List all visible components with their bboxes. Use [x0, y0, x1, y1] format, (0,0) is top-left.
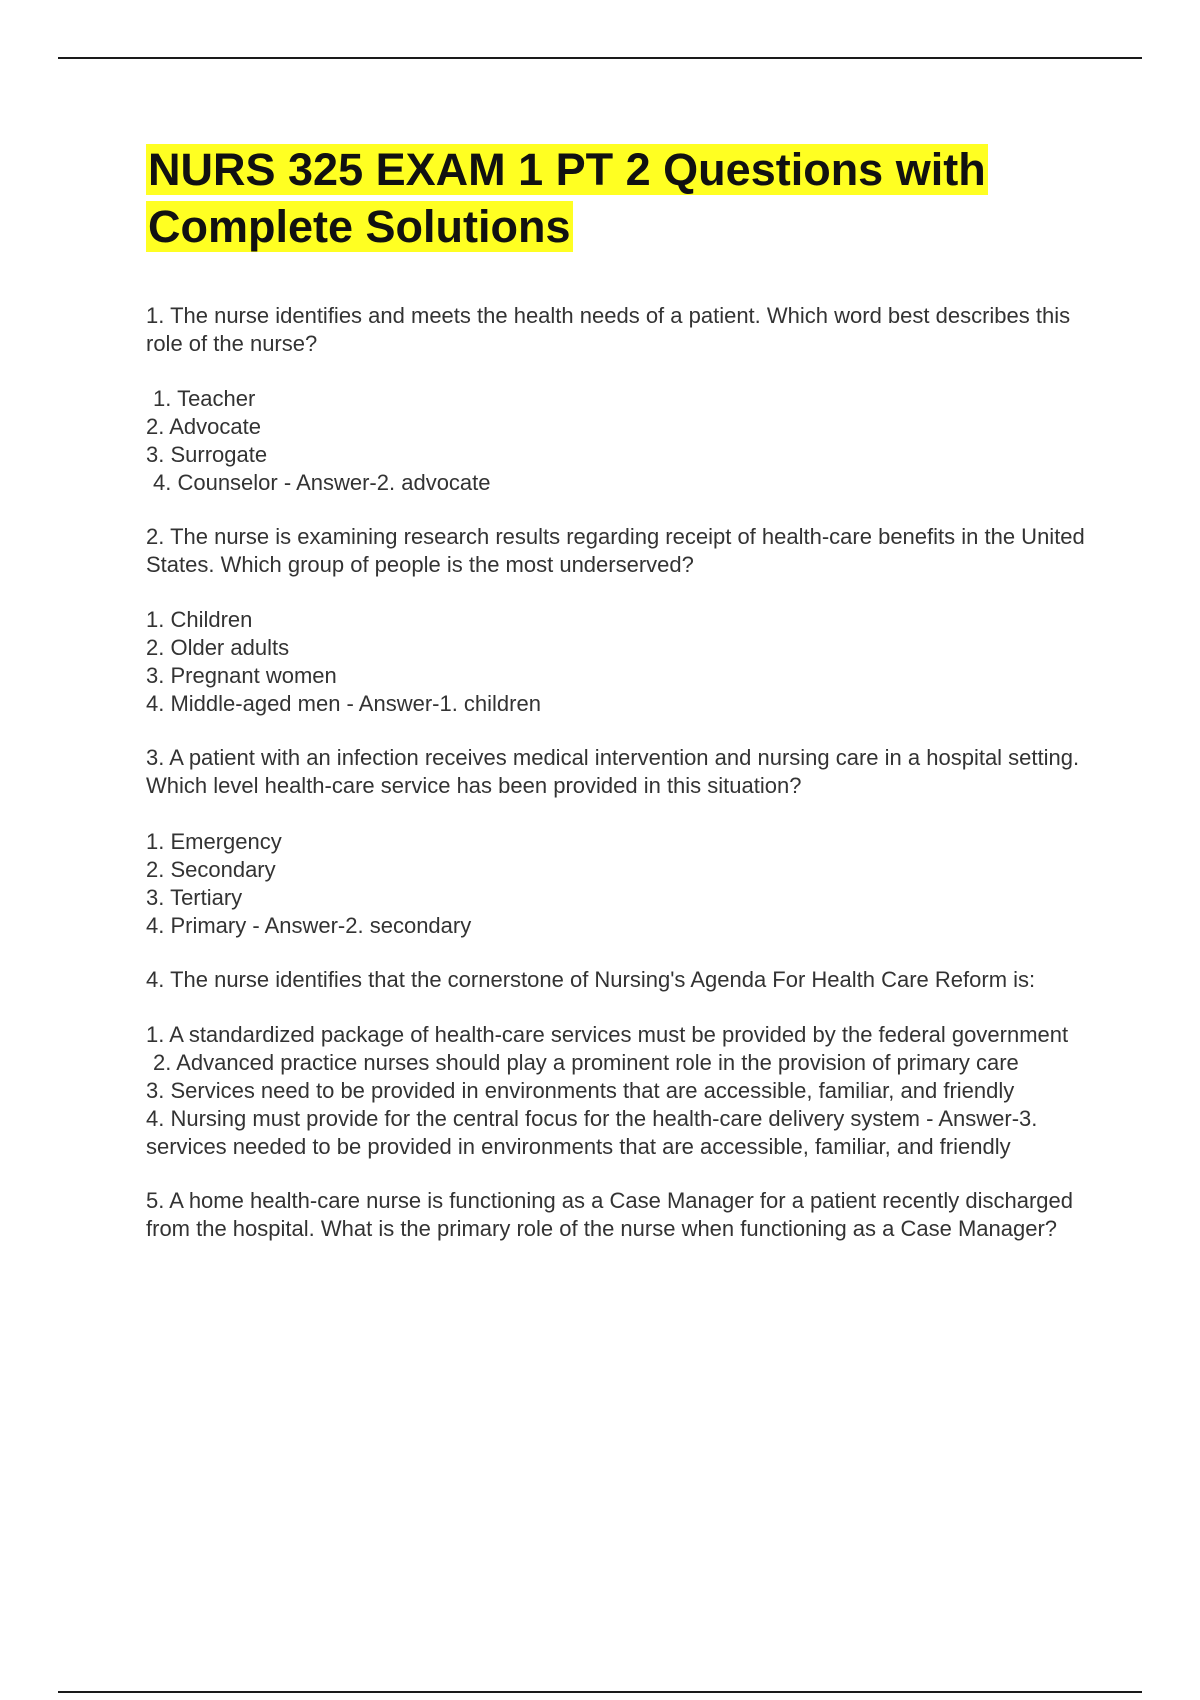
option-item-with-answer: 4. Nursing must provide for the central focus for the health-care delivery system - Answer-3. services needed to be provided in environments that are accessible, familiar, and friendly: [146, 1106, 1038, 1159]
question-5: [146, 1187, 1096, 1243]
answer-options: [146, 1021, 1096, 1161]
option-item: 3. Tertiary: [146, 885, 243, 910]
question-stem: 4. The nurse identifies that the cornerstone of Nursing's Agenda For Health Care Reform is:: [146, 967, 1036, 992]
document-title: [146, 141, 1096, 255]
answer-options: [146, 606, 1096, 718]
option-item: 1. Emergency: [146, 829, 282, 854]
option-item: 2. Secondary: [146, 857, 276, 882]
option-item: 1. Children: [146, 607, 253, 632]
option-item-with-answer: 4. Middle-aged men - Answer-1. children: [146, 691, 541, 716]
option-item: 1. Teacher: [153, 386, 256, 411]
option-item: 3. Surrogate: [146, 442, 268, 467]
option-item: 1. A standardized package of health-care services must be provided by the federal government: [146, 1022, 1069, 1047]
question-3: [146, 744, 1096, 940]
question-stem: 5. A home health-care nurse is functioning as a Case Manager for a patient recently discharged from the hospital. What is the primary role of the nurse when functioning as a Case Manager?: [146, 1188, 1073, 1241]
question-stem: 3. A patient with an infection receives medical intervention and nursing care in a hospital setting. Which level health-care service has been provided in this situation?: [146, 745, 1080, 798]
option-item: 2. Advanced practice nurses should play a prominent role in the provision of primary care: [153, 1050, 1019, 1075]
answer-options: [146, 385, 1096, 497]
question-4: [146, 966, 1096, 1161]
question-2: [146, 523, 1096, 718]
question-stem: 1. The nurse identifies and meets the health needs of a patient. Which word best describes this role of the nurse?: [146, 303, 1071, 356]
option-item-with-answer: 4. Counselor - Answer-2. advocate: [153, 470, 491, 495]
option-item: 3. Services need to be provided in environments that are accessible, familiar, and friendly: [146, 1078, 1015, 1103]
header-rule: [58, 57, 1142, 59]
answer-options: [146, 828, 1096, 940]
question-1: [146, 302, 1096, 497]
document-title-highlight: NURS 325 EXAM 1 PT 2 Questions with Complete Solutions: [148, 144, 986, 252]
option-item: 3. Pregnant women: [146, 663, 337, 688]
footer-rule: [58, 1691, 1142, 1693]
option-item: 2. Older adults: [146, 635, 290, 660]
question-stem: 2. The nurse is examining research results regarding receipt of health-care benefits in the United States. Which group of people is the most underserved?: [146, 524, 1085, 577]
document-body: [146, 141, 1096, 1243]
option-item: 2. Advocate: [146, 414, 261, 439]
option-item-with-answer: 4. Primary - Answer-2. secondary: [146, 913, 472, 938]
